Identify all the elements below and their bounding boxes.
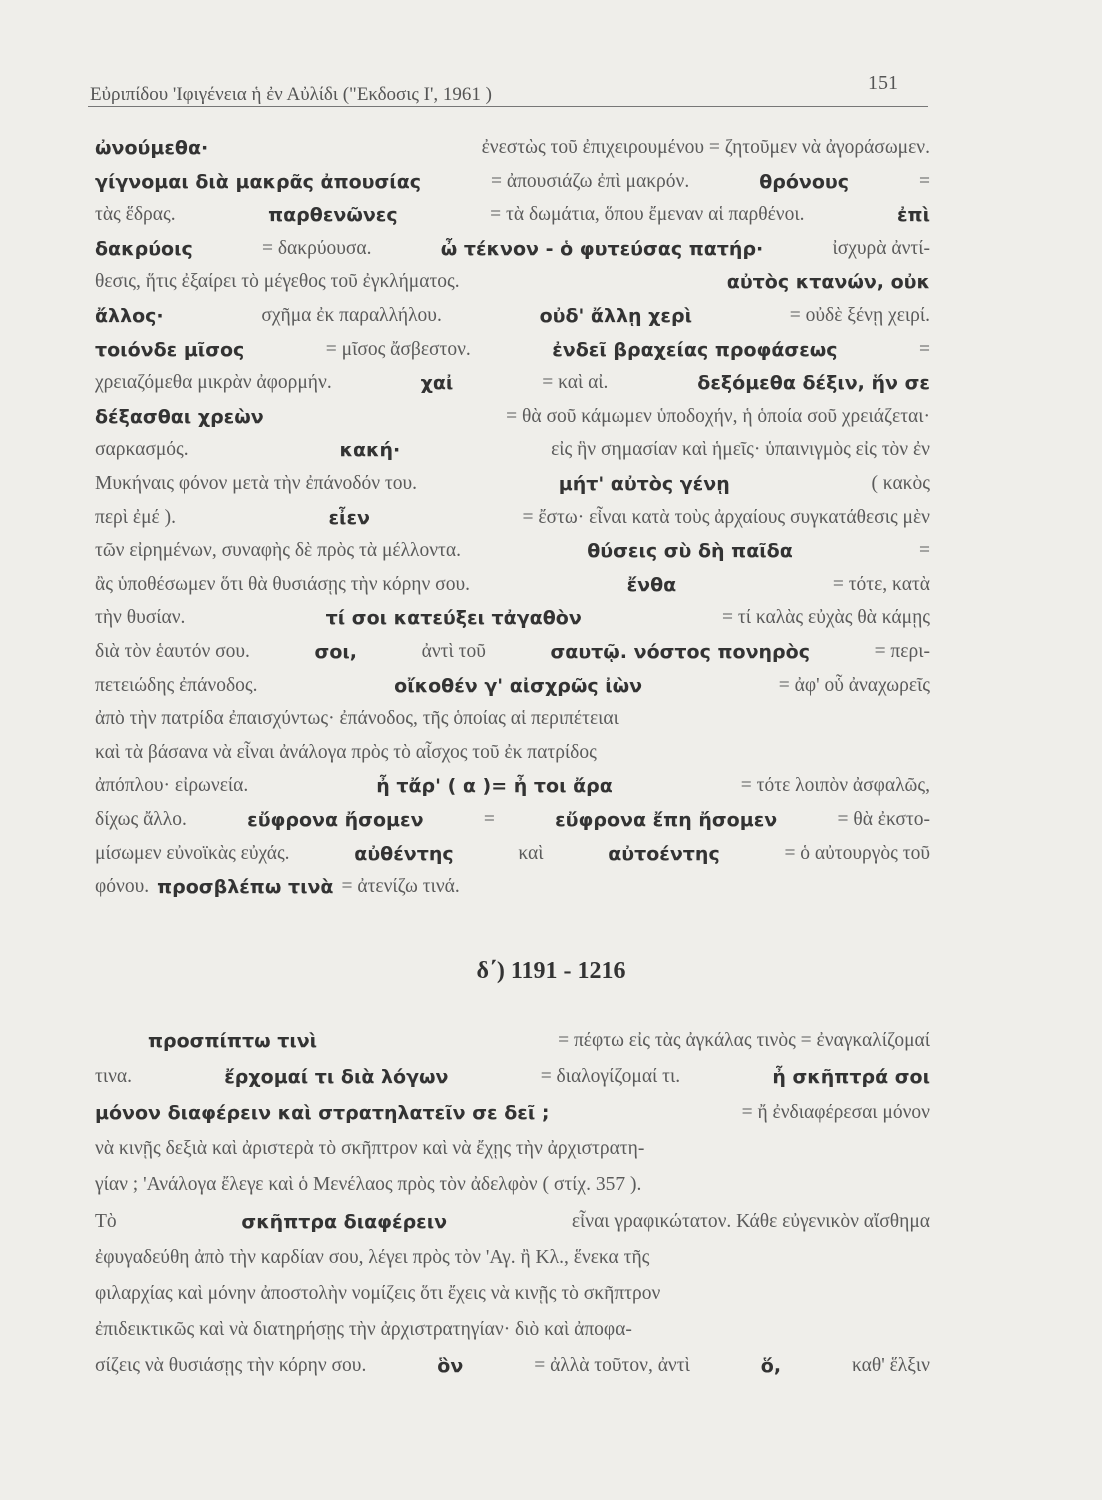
text-line	[95, 1243, 930, 1273]
text-line	[95, 603, 930, 633]
gloss-text: καθ' ἕλξιν	[851, 1354, 930, 1376]
gloss-text: = ἀπουσιάζω ἐπὶ μακρόν.	[491, 170, 690, 192]
headword: παρθενῶνες	[268, 204, 398, 227]
text-line	[95, 335, 930, 365]
gloss-text: = ἀλλὰ τοῦτον, ἀντὶ	[534, 1354, 690, 1376]
text-line	[95, 637, 930, 667]
gloss-text: εἰς ἣν σημασίαν καὶ ἡμεῖς· ὑπαινιγμὸς εἰς τὸν ἐν	[551, 439, 930, 461]
text-line	[95, 1207, 930, 1237]
gloss-text: σίζεις νὰ θυσιάσῃς τὴν κόρην σου.	[95, 1354, 367, 1376]
gloss-text: θεσις, ἥτις ἐξαίρει τὸ μέγεθος τοῦ ἐγκλήματος.	[95, 271, 460, 293]
headword: τοιόνδε μῖσος	[95, 338, 245, 361]
headword: δεξόμεθα δέξιν, ἥν σε	[697, 372, 930, 395]
gloss-text: σχῆμα ἐκ παραλλήλου.	[261, 305, 442, 326]
headword: εἶεν	[328, 506, 370, 529]
text-line	[148, 1026, 930, 1056]
gloss-text: ἐνεστὼς τοῦ ἐπιχειρουμένου = ζητοῦμεν νὰ ἀγοράσωμεν.	[481, 137, 930, 158]
gloss-text: = διαλογίζομαί τι.	[540, 1066, 681, 1088]
gloss-text: γίαν ; 'Ανάλογα ἔλεγε καὶ ὁ Μενέλαος πρὸς τὸν ἀδελφὸν ( στίχ. 357 ).	[95, 1174, 642, 1196]
text-line	[95, 872, 930, 902]
headword: ἐνδεῖ βραχείας προφάσεως	[552, 338, 838, 361]
gloss-text: ἰσχυρὰ ἀντί-	[832, 237, 930, 259]
headword: προσπίπτω τινὶ	[148, 1030, 318, 1052]
headword: γίγνομαι διὰ μακρᾶς ἀπουσίας	[95, 170, 422, 193]
gloss-text: ἂς ὑποθέσωμεν ὅτι θὰ θυσιάσῃς τὴν κόρην σου.	[95, 573, 470, 595]
gloss-text: = θὰ σοῦ κάμωμεν ὑποδοχήν, ἡ ὁποία σοῦ χρειάζεται·	[506, 405, 930, 427]
gloss-text: =	[918, 170, 930, 192]
gloss-text: = τότε λοιπὸν ἀσφαλῶς,	[740, 775, 930, 797]
gloss-text: ἀπόπλου· εἰρωνεία.	[95, 775, 249, 797]
gloss-text: ἐφυγαδεύθη ἀπὸ τὴν καρδίαν σου, λέγει πρὸς τὸν 'Αγ. ἢ Κλ., ἕνεκα τῆς	[95, 1246, 650, 1268]
text-line	[95, 200, 930, 230]
text-line	[95, 738, 930, 768]
text-line	[95, 1062, 930, 1092]
gloss-text: Τὸ	[95, 1210, 117, 1232]
headword: ὠνούμεθα·	[95, 137, 209, 159]
headword: μήτ' αὐτὸς γένῃ	[558, 473, 730, 495]
text-line	[95, 771, 930, 801]
page-number: 151	[868, 72, 898, 94]
gloss-text: = μῖσος ἄσβεστον.	[325, 338, 471, 360]
text-line	[95, 536, 930, 566]
headword: τί σοι κατεύξει τἀγαθὸν	[325, 607, 582, 630]
gloss-text: τὰς ἕδρας.	[95, 204, 176, 226]
headword: κακή·	[339, 439, 401, 462]
text-line	[95, 1279, 930, 1309]
text-line	[95, 234, 930, 264]
gloss-text: = ἀφ' οὗ ἀναχωρεῖς	[778, 674, 930, 696]
gloss-text: = ὁ αὐτουργὸς τοῦ	[784, 842, 930, 864]
text-line	[95, 167, 930, 197]
headword: σοι,	[314, 641, 358, 663]
gloss-text: = θὰ ἐκστο-	[837, 809, 930, 830]
headword: αὐτοέντης	[608, 842, 720, 865]
gloss-text: χρειαζόμεθα μικρὰν ἀφορμήν.	[95, 372, 332, 394]
text-line	[95, 1170, 930, 1200]
gloss-text: = ἀτενίζω τινά.	[341, 876, 460, 898]
gloss-text: = ἔστω· εἶναι κατὰ τοὺς ἀρχαίους συγκατάθεσις μὲν	[522, 506, 930, 528]
text-line	[95, 570, 930, 600]
gloss-text: εἶναι γραφικώτατον. Κάθε εὐγενικὸν αἴσθημα	[571, 1210, 930, 1232]
headword: ὅ,	[760, 1354, 782, 1377]
headword: σαυτῷ. νόστος πονηρὸς	[550, 641, 810, 663]
text-line	[95, 133, 930, 163]
gloss-text: σαρκασμός.	[95, 439, 189, 461]
gloss-text: = καὶ αἰ.	[542, 372, 609, 394]
gloss-text: =	[918, 540, 930, 562]
headword: αὐθέντης	[354, 842, 454, 865]
gloss-text: =	[483, 809, 495, 830]
text-line	[95, 805, 930, 835]
headword: οἴκοθέν γ' αἰσχρῶς ἰὼν	[394, 674, 643, 697]
headword: δέξασθαι χρεὼν	[95, 405, 264, 428]
header-rule	[88, 106, 928, 107]
text-line	[95, 1134, 930, 1164]
section-heading: δ΄) 1191 - 1216	[476, 958, 626, 984]
gloss-text: Μυκήναις φόνον μετὰ τὴν ἐπάνοδόν του.	[95, 473, 418, 494]
gloss-text: ( κακὸς	[871, 473, 930, 494]
text-line	[95, 503, 930, 533]
gloss-text: περὶ ἐμέ ).	[95, 506, 176, 528]
gloss-text: φιλαρχίας καὶ μόνην ἀποστολὴν νομίζεις ὅτι ἔχεις νὰ κινῇς τὸ σκῆπτρον	[95, 1282, 661, 1304]
gloss-text: μίσωμεν εὐνοϊκὰς εὐχάς.	[95, 842, 290, 864]
text-line	[95, 301, 930, 331]
text-line	[95, 469, 930, 499]
text-line	[95, 671, 930, 701]
headword: δακρύοις	[95, 237, 193, 260]
headword: εὔφρονα ἤσομεν	[247, 809, 424, 831]
headword: ἐπὶ	[896, 204, 930, 227]
text-line	[95, 368, 930, 398]
headword: θύσεις σὺ δὴ παῖδα	[587, 540, 793, 563]
text-line	[95, 839, 930, 869]
headword: ἦ σκῆπτρά σοι	[772, 1066, 930, 1089]
headword: ὦ τέκνον - ὁ φυτεύσας πατήρ·	[440, 237, 764, 260]
gloss-text: ἀντὶ τοῦ	[421, 641, 486, 662]
gloss-text: = ἤ ἐνδιαφέρεσαι μόνον	[741, 1102, 930, 1124]
gloss-text: καὶ τὰ βάσανα νὰ εἶναι ἀνάλογα πρὸς τὸ αἶσχος τοῦ ἐκ πατρίδος	[95, 741, 597, 763]
gloss-text: καὶ	[518, 842, 544, 864]
headword: χαἰ	[420, 372, 454, 395]
gloss-text: τῶν εἰρημένων, συναφὴς δὲ πρὸς τὰ μέλλοντα.	[95, 540, 461, 562]
headword: ἔρχομαί τι διὰ λόγων	[224, 1066, 449, 1089]
headword: ἄλλος·	[95, 305, 164, 327]
gloss-text: = δακρύουσα.	[261, 237, 372, 259]
headword: ὃν	[437, 1354, 464, 1377]
text-line	[95, 402, 930, 432]
text-line	[95, 267, 930, 297]
headword: εὔφρονα ἔπη ἤσομεν	[555, 809, 778, 831]
headword: αὐτὸς κτανών, οὐκ	[726, 271, 930, 294]
text-line	[95, 1315, 930, 1345]
gloss-text: ἐπιδεικτικῶς καὶ νὰ διατηρήσῃς τὴν ἀρχιστρατηγίαν· διὸ καὶ ἀποφα-	[95, 1318, 632, 1340]
gloss-text: νὰ κινῇς δεξιὰ καὶ ἀριστερὰ τὸ σκῆπτρον καὶ νὰ ἔχῃς τὴν ἀρχιστρατη-	[95, 1138, 645, 1160]
gloss-text: = πέφτω εἰς τὰς ἀγκάλας τινὸς = ἐναγκαλίζομαί	[558, 1030, 930, 1051]
text-line	[95, 704, 930, 734]
gloss-text: πετειώδης ἐπάνοδος.	[95, 674, 258, 696]
gloss-text: τὴν θυσίαν.	[95, 607, 186, 629]
gloss-text: τινα.	[95, 1066, 132, 1088]
text-line	[95, 1098, 930, 1128]
running-header: Εὐριπίδου 'Ιφιγένεια ἡ ἐν Αὐλίδι ("Εκδοσις Ι', 1961 )	[90, 84, 492, 105]
gloss-text: = τότε, κατὰ	[832, 573, 930, 595]
text-line	[95, 1351, 930, 1381]
headword: ἔνθα	[626, 573, 677, 596]
gloss-text: δίχως ἄλλο.	[95, 809, 187, 830]
gloss-text: = οὐδὲ ξένῃ χειρί.	[789, 305, 930, 326]
gloss-text: = τί καλὰς εὐχὰς θὰ κάμῃς	[722, 607, 930, 629]
gloss-text: = τὰ δωμάτια, ὅπου ἔμεναν αἱ παρθένοι.	[490, 204, 805, 226]
headword: οὐδ' ἄλλῃ χερὶ	[539, 305, 693, 327]
gloss-text: φόνου.	[95, 876, 150, 898]
headword: σκῆπτρα διαφέρειν	[241, 1210, 448, 1233]
headword: προσβλέπω τινὰ	[157, 876, 334, 899]
gloss-text: ἀπὸ τὴν πατρίδα ἐπαισχύντως· ἐπάνοδος, τῆς ὁποίας αἱ περιπέτειαι	[95, 708, 619, 730]
text-line	[95, 435, 930, 465]
headword: θρόνους	[759, 170, 849, 193]
gloss-text: = περι-	[874, 641, 930, 662]
gloss-text: =	[919, 338, 930, 360]
gloss-text: διὰ τὸν ἑαυτόν σου.	[95, 641, 250, 662]
headword: μόνον διαφέρειν καὶ στρατηλατεῖν σε δεῖ ;	[95, 1102, 550, 1125]
headword: ἦ τἄρ' ( α )= ἦ τοι ἄρα	[376, 775, 613, 798]
